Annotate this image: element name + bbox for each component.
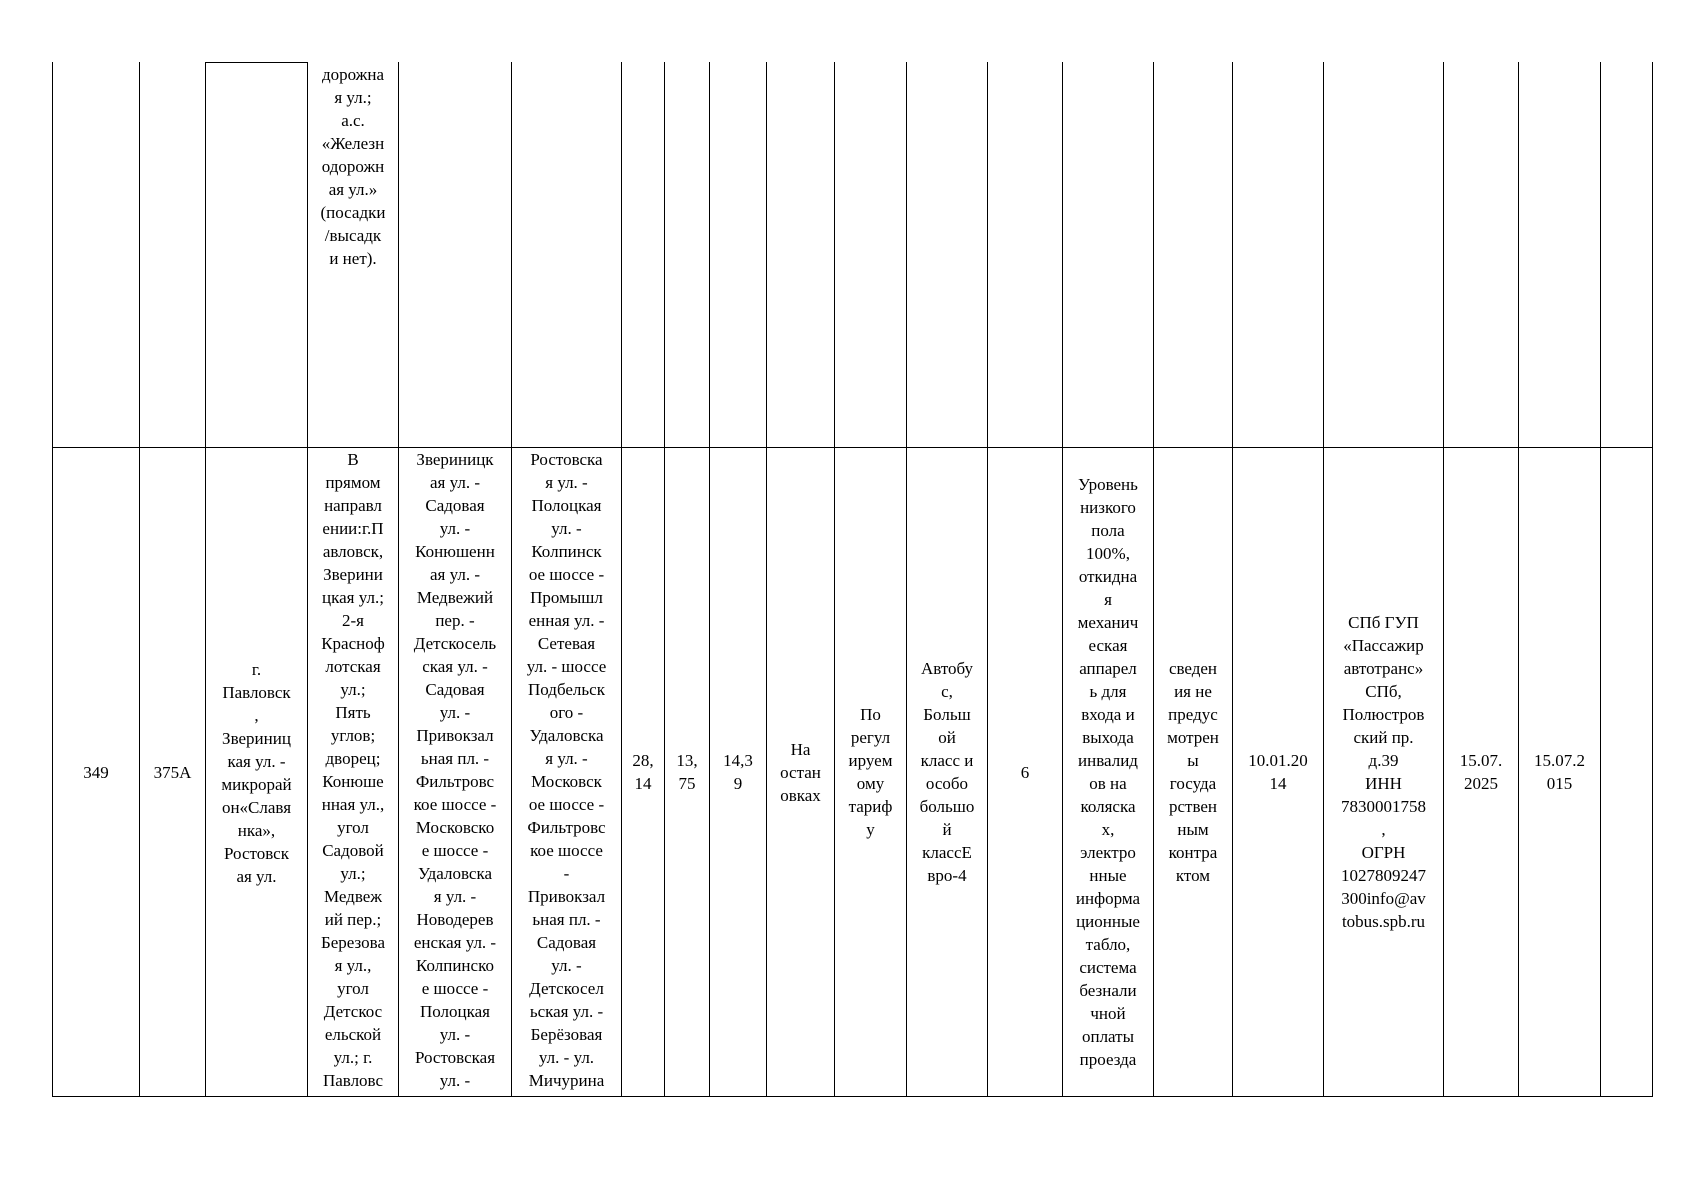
text-line: ул.; г.: [333, 1048, 373, 1067]
text-line: Детскосель: [413, 634, 497, 653]
text-line: ОГРН: [1361, 843, 1406, 862]
text-line: вро-4: [927, 866, 967, 885]
text-line: 2-я: [342, 611, 364, 630]
empty-last-cell: [1601, 448, 1652, 1096]
text-line: ул. -: [439, 1025, 471, 1044]
text-line: прямом: [325, 473, 381, 492]
text-line: ая ул.: [236, 867, 277, 886]
text-line: я ул. -: [545, 473, 588, 492]
text-line: 100%,: [1086, 544, 1130, 563]
text-line: ская ул. -: [422, 657, 488, 676]
vehicle-features-cell: [1063, 448, 1153, 1096]
text-line: Новодерев: [416, 910, 494, 929]
text-line: Березова: [320, 933, 386, 952]
text-line: сведен: [1168, 659, 1218, 678]
text-line: ул. -: [551, 956, 582, 975]
text-line: Зверини: [323, 565, 383, 584]
text-line: Детскосел: [529, 979, 604, 998]
text-line: СПб,: [1365, 682, 1402, 701]
text-line: 300info@av: [1341, 889, 1426, 908]
text-line: енная ул. -: [528, 611, 605, 630]
text-line: а.с.: [341, 111, 365, 130]
text-line: механич: [1077, 613, 1139, 632]
text-line: одорожн: [321, 157, 385, 176]
text-line: рствен: [1168, 797, 1218, 816]
route-number-cell: [140, 448, 205, 1096]
text-line: ь для: [1089, 682, 1127, 701]
text-line: я: [1104, 590, 1112, 609]
text-line: Детскос: [323, 1002, 383, 1021]
text-line: низкого: [1080, 498, 1136, 517]
text-line: Пять: [335, 703, 371, 722]
vehicle-type-cell: [907, 448, 987, 1096]
route-name-cell: [206, 448, 307, 1096]
text-line: госуда: [1169, 774, 1217, 793]
text-line: у: [866, 820, 875, 839]
text-line: лотская: [325, 657, 381, 676]
text-line: Полоцкая: [531, 496, 602, 515]
text-line: 10.01.20: [1248, 751, 1308, 770]
text-line: направл: [324, 496, 382, 515]
text-line: Ростовск: [224, 844, 289, 863]
text-line: 14: [634, 774, 652, 793]
carrier-cell: [1324, 448, 1443, 1096]
text-line: В: [347, 450, 359, 469]
reg-number-cell: [53, 448, 139, 1096]
text-line: Московск: [531, 772, 602, 791]
text-line: нная ул.,: [321, 795, 385, 814]
text-line: ении:г.П: [322, 519, 384, 538]
text-line: тариф: [848, 797, 893, 816]
vehicle-count-cell: [988, 448, 1062, 1096]
text-line: электро: [1080, 843, 1136, 862]
text-line: ое шоссе -: [528, 795, 605, 814]
text-line: Полоцкая: [419, 1002, 490, 1021]
text-line: пер. -: [435, 611, 475, 630]
text-line: откидна: [1078, 567, 1138, 586]
text-line: овках: [780, 785, 821, 805]
text-line: входа и: [1081, 705, 1135, 724]
text-line: 9: [733, 774, 743, 793]
text-line: пола: [1091, 521, 1125, 540]
text-line: tobus.spb.ru: [1341, 912, 1426, 931]
text-line: коляска: [1080, 797, 1136, 816]
text-line: и нет).: [329, 249, 377, 268]
stop-order: [780, 738, 821, 807]
text-line: ельской: [324, 1025, 382, 1044]
contract-info: [1167, 657, 1219, 887]
text-line: инвалид: [1078, 751, 1138, 770]
text-line: регул: [850, 728, 891, 747]
text-line: нка»,: [237, 821, 276, 840]
text-line: е шоссе -: [421, 979, 489, 998]
route-number: 375А: [153, 762, 192, 782]
text-line: цкая ул.;: [322, 588, 384, 607]
text-line: Красноф: [321, 634, 385, 653]
stops-cell: [308, 448, 398, 1096]
grid-top-edge: [205, 62, 307, 63]
contract-info-cell: [1154, 448, 1232, 1096]
grid-vline: [1652, 62, 1653, 1097]
text-line: я ул. -: [433, 887, 477, 906]
start-date: [1248, 749, 1308, 795]
vehicle-type: [920, 657, 975, 887]
text-line: Садовая: [536, 933, 597, 952]
text-line: 14,3: [723, 751, 753, 770]
text-line: ий пер.;: [324, 910, 382, 929]
text-line: ое шоссе -: [528, 565, 605, 584]
text-line: кая ул. -: [227, 752, 286, 771]
streets-reverse-cell: [512, 448, 621, 1096]
tariff-type: [849, 703, 893, 841]
text-line: Звериниц: [222, 729, 291, 748]
text-line: я ул. -: [545, 749, 588, 768]
text-line: ул. - шоссе: [526, 657, 607, 676]
prev-row-stops-text: [321, 63, 386, 270]
text-line: дворец;: [325, 749, 381, 768]
text-line: Промышл: [530, 588, 603, 607]
text-line: Удаловска: [417, 864, 492, 883]
text-line: табло,: [1085, 935, 1131, 954]
text-line: угол: [337, 979, 369, 998]
text-line: ьская ул. -: [529, 1002, 604, 1021]
text-line: ая ул.»: [328, 180, 378, 199]
table-bottom-border: [52, 1096, 1653, 1097]
text-line: ия не: [1174, 682, 1212, 701]
text-line: чной: [1090, 1004, 1126, 1023]
text-line: ционные: [1076, 912, 1140, 931]
text-line: х,: [1101, 820, 1115, 839]
text-line: 15.07.2: [1534, 751, 1585, 770]
text-line: ул.;: [340, 680, 366, 699]
text-line: /высадк: [324, 226, 382, 245]
text-line: дорожна: [321, 65, 385, 84]
text-line: ой: [938, 728, 956, 747]
text-line: я ул.;: [334, 88, 372, 107]
text-line: авловск,: [322, 542, 384, 561]
text-line: ул. -: [439, 1071, 471, 1090]
text-line: ский пр.: [1353, 728, 1414, 747]
text-line: с,: [941, 682, 953, 701]
text-line: безнали: [1079, 981, 1137, 1000]
text-line: Уровень: [1078, 475, 1138, 494]
length-total: [723, 749, 753, 795]
text-line: ируем: [848, 751, 893, 770]
text-line: класс и: [920, 751, 974, 770]
text-line: Фильтровс: [415, 772, 495, 791]
streets-forward: [414, 448, 497, 1092]
text-line: Сетевая: [537, 634, 596, 653]
text-line: ул. -: [439, 519, 471, 538]
text-line: классЕ: [922, 843, 972, 862]
text-line: На: [790, 739, 811, 759]
text-line: ая ул. -: [429, 473, 480, 492]
text-line: «Железн: [321, 134, 385, 153]
text-line: особо: [925, 774, 969, 793]
text-line: ул. -: [551, 519, 582, 538]
text-line: ,: [254, 706, 259, 725]
text-line: Садовой: [322, 841, 384, 860]
text-line: Удаловска: [529, 726, 604, 745]
text-line: он«Славя: [221, 798, 292, 817]
date-b-cell: [1519, 448, 1600, 1096]
text-line: выхода: [1082, 728, 1134, 747]
text-line: углов;: [330, 726, 376, 745]
text-line: кое шоссе: [530, 841, 603, 860]
text-line: Колпинск: [531, 542, 602, 561]
text-line: д.39: [1368, 751, 1399, 770]
text-line: большо: [919, 797, 975, 816]
length-total-cell: [710, 448, 766, 1096]
text-line: Подбельск: [528, 680, 605, 699]
carrier-info: [1341, 611, 1426, 933]
text-line: Садовая: [425, 496, 485, 515]
stop-order-cell: [767, 448, 834, 1096]
route-name: [221, 658, 291, 888]
text-line: «Пассажир: [1343, 636, 1424, 655]
text-line: кое шоссе -: [413, 795, 497, 814]
text-line: 13,: [676, 751, 698, 770]
text-line: ого -: [549, 703, 584, 722]
text-line: Берёзовая: [530, 1025, 603, 1044]
text-line: аппарел: [1079, 659, 1137, 678]
date-a-cell: [1444, 448, 1518, 1096]
text-line: ая ул. -: [429, 565, 480, 584]
text-line: 015: [1546, 774, 1573, 793]
vehicle-features: [1076, 473, 1140, 1071]
text-line: Привокзал: [416, 726, 494, 745]
text-line: 28,: [632, 751, 654, 770]
text-line: система: [1079, 958, 1137, 977]
text-line: 7830001758: [1341, 797, 1426, 816]
text-line: мотрен: [1167, 728, 1219, 747]
text-line: Медвеж: [323, 887, 383, 906]
text-line: ктом: [1175, 866, 1211, 885]
text-line: автотранс»: [1343, 659, 1424, 678]
text-line: ьная пл. -: [420, 749, 490, 768]
date-a: [1460, 749, 1503, 795]
text-line: угол: [337, 818, 369, 837]
length-reverse: [676, 749, 697, 795]
text-line: По: [860, 705, 881, 724]
text-line: еская: [1088, 636, 1128, 655]
streets-forward-cell: [399, 448, 511, 1096]
text-line: контра: [1168, 843, 1218, 862]
text-line: ов на: [1089, 774, 1127, 793]
text-line: Полюстров: [1342, 705, 1425, 724]
text-line: (посадки: [320, 203, 386, 222]
text-line: ул.;: [340, 864, 366, 883]
text-line: ИНН: [1365, 774, 1402, 793]
reg-number: 349: [83, 762, 109, 782]
text-line: оплаты: [1081, 1027, 1135, 1046]
text-line: Конюшенн: [415, 542, 495, 561]
text-line: 75: [678, 774, 696, 793]
length-forward: [632, 749, 653, 795]
text-line: ул. - ул.: [538, 1048, 595, 1067]
text-line: Ростовска: [530, 450, 603, 469]
text-line: 2025: [1464, 774, 1498, 793]
text-line: СПб ГУП: [1348, 613, 1419, 632]
text-line: Садовая: [425, 680, 485, 699]
text-line: й: [942, 820, 952, 839]
text-line: Звериницк: [416, 450, 494, 469]
text-line: Фильтровс: [527, 818, 606, 837]
tariff-cell: [835, 448, 906, 1096]
text-line: ным: [1177, 820, 1209, 839]
date-b: [1534, 749, 1585, 795]
text-line: е шоссе -: [421, 841, 489, 860]
text-line: 1027809247: [1341, 866, 1426, 885]
text-line: остан: [780, 762, 821, 782]
text-line: информа: [1075, 889, 1141, 908]
text-line: енская ул. -: [413, 933, 497, 952]
text-line: Павловс: [322, 1071, 384, 1090]
length-reverse-cell: [665, 448, 709, 1096]
text-line: я ул.,: [334, 956, 372, 975]
text-line: ул. -: [439, 703, 471, 722]
text-line: предус: [1168, 705, 1218, 724]
streets-reverse: [527, 448, 607, 1092]
intermediate-stops: [321, 448, 385, 1092]
text-line: Павловск: [222, 683, 291, 702]
text-line: Мичурина: [528, 1071, 605, 1090]
text-line: -: [563, 864, 570, 883]
text-line: Автобу: [920, 659, 974, 678]
prev-row-stops-cell: [308, 63, 398, 447]
text-line: г.: [251, 660, 262, 679]
text-line: 15.07.: [1459, 751, 1503, 770]
text-line: Колпинско: [415, 956, 494, 975]
length-forward-cell: [622, 448, 664, 1096]
text-line: нные: [1089, 866, 1127, 885]
text-line: Ростовская: [414, 1048, 496, 1067]
text-line: Медвежий: [416, 588, 494, 607]
text-line: Привокзал: [527, 887, 606, 906]
start-date-cell: [1233, 448, 1323, 1096]
text-line: Московско: [415, 818, 495, 837]
text-line: Конюше: [322, 772, 384, 791]
vehicle-count: 6: [1020, 762, 1030, 782]
text-line: проезда: [1079, 1050, 1137, 1069]
text-line: ,: [1381, 820, 1386, 839]
text-line: ы: [1187, 751, 1199, 770]
text-line: микрорай: [221, 775, 292, 794]
text-line: ьная пл. -: [532, 910, 601, 929]
text-line: Больш: [923, 705, 971, 724]
text-line: ому: [856, 774, 885, 793]
text-line: 14: [1269, 774, 1287, 793]
